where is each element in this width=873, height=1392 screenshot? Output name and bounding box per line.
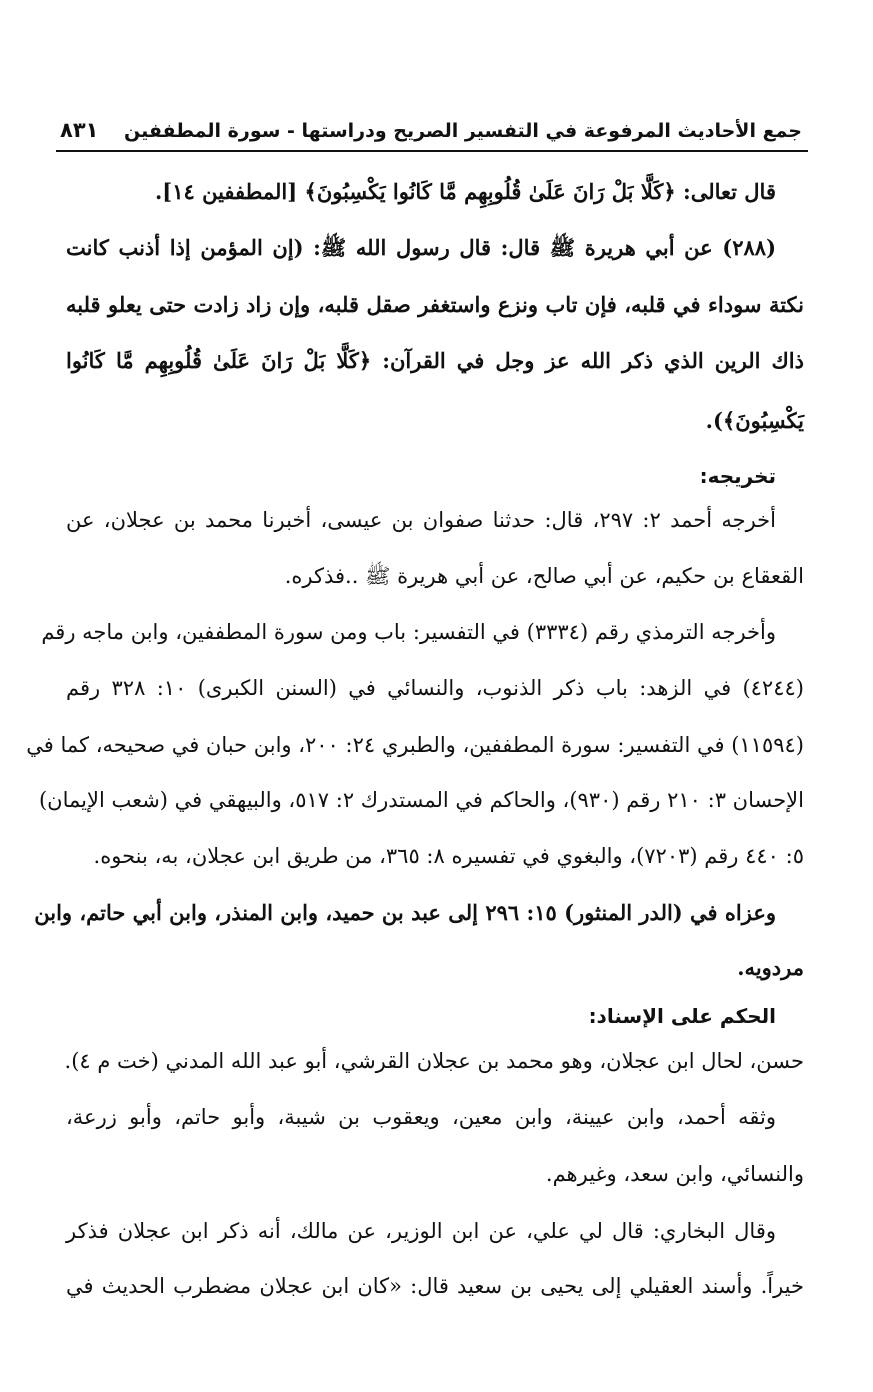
header-title: جمع الأحاديث المرفوعة في التفسير الصريح ودراستها - سورة المطففين — [123, 120, 802, 142]
body-line: وقال البخاري: قال لي علي، عن ابن الوزير، عن مالك، أنه ذكر ابن عجلان فذكر — [66, 1219, 776, 1243]
body-line: وأخرجه الترمذي رقم (٣٣٣٤) في التفسير: باب ومن سورة المطففين، وابن ماجه رقم — [41, 620, 776, 644]
body-line: ٥: ٤٤٠ رقم (٧٢٠٣)، والبغوي في تفسيره ٨: ٣٦٥، من طريق ابن عجلان، به، بنحوه. — [93, 844, 804, 868]
section-heading-hukm: الحكم على الإسناد: — [588, 1004, 776, 1028]
body-line: خيراً. وأسند العقيلي إلى يحيى بن سعيد قال: «كان ابن عجلان مضطرب الحديث في — [66, 1274, 804, 1298]
body-line: (١١٥٩٤) في التفسير: سورة المطففين، والطبري ٢٤: ٢٠٠، وابن حبان في صحيحه، كما في — [26, 733, 804, 757]
running-header — [56, 114, 808, 152]
page-number: ٨٣١ — [60, 118, 99, 142]
section-heading-takhrij: تخريجه: — [699, 464, 776, 488]
hadith-line: يَكْسِبُونَ﴾). — [705, 408, 804, 433]
body-line: القعقاع بن حكيم، عن أبي صالح، عن أبي هريرة ﷺ ..فذكره. — [284, 564, 804, 588]
hadith-line: نكتة سوداء في قلبه، فإن تاب ونزع واستغفر صقل قلبه، وإن زاد زادت حتى يعلو قلبه — [66, 292, 804, 317]
body-line: وعزاه في (الدر المنثور) ١٥: ٢٩٦ إلى عبد بن حميد، وابن المنذر، وابن أبي حاتم، وابن — [34, 900, 776, 925]
hadith-line: ذاك الرين الذي ذكر الله عز وجل في القرآن: ﴿كَلَّا بَلْ رَانَ عَلَىٰ قُلُوبِهِم مَّا كَانُوا — [66, 348, 804, 373]
body-line: الإحسان ٣: ٢١٠ رقم (٩٣٠)، والحاكم في المستدرك ٢: ٥١٧، والبيهقي في (شعب الإيمان) — [38, 788, 804, 812]
body-line: (٤٢٤٤) في الزهد: باب ذكر الذنوب، والنسائي في (السنن الكبرى) ١٠: ٣٢٨ رقم — [66, 676, 804, 700]
body-line: مردويه. — [737, 955, 804, 980]
hadith-line: (٢٨٨) عن أبي هريرة ﷺ قال: قال رسول الله ﷺ: (إن المؤمن إذا أذنب كانت — [66, 235, 776, 260]
body-line: أخرجه أحمد ٢: ٢٩٧، قال: حدثنا صفوان بن عيسى، أخبرنا محمد بن عجلان، عن — [66, 508, 776, 532]
verse-line: قال تعالى: ﴿كَلَّا بَلْ رَانَ عَلَىٰ قُلُوبِهِم مَّا كَانُوا يَكْسِبُونَ﴾ [المطففين ١٤]. — [154, 179, 776, 204]
body-line: حسن، لحال ابن عجلان، وهو محمد بن عجلان القرشي، أبو عبد الله المدني (خت م ٤). — [64, 1049, 804, 1073]
body-line: والنسائي، وابن سعد، وغيرهم. — [545, 1162, 804, 1186]
body-line: وثقه أحمد، وابن عيينة، وابن معين، ويعقوب بن شيبة، وأبو حاتم، وأبو زرعة، — [66, 1105, 776, 1129]
